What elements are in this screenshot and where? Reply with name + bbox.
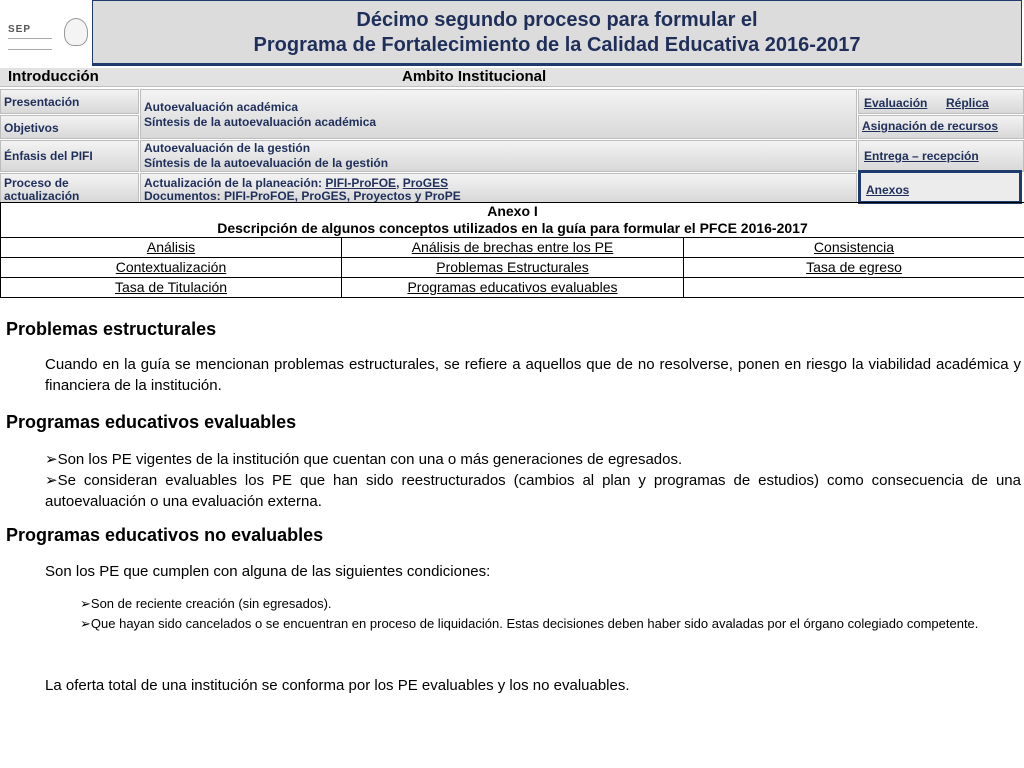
bullet-evaluables-2-text: Se consideran evaluables los PE que han sido reestructurados (cambios al plan y programas de estudios) como consecuencia de una autoevaluación o una evaluación externa. [45,472,1021,510]
page-title-line1: Décimo segundo proceso para formular el [356,9,758,31]
bullet-no-evaluables-1 [80,594,1021,614]
bullet-no-evaluables-2-text: Que hayan sido cancelados o se encuentran en proceso de liquidación. Estas decisiones deben haber sido avaladas por el órgano colegiado competente. [90,616,979,631]
header [0,0,1024,68]
nav-cell-autoeval-academica [140,89,857,139]
heading-problemas-estructurales: Problemas estructurales [6,319,217,339]
nav-presentacion[interactable]: Presentación [4,95,80,109]
nav-autoeval-academica[interactable]: Autoevaluación académica [144,100,299,114]
table-row [1,278,1024,298]
nav-enfasis[interactable]: Énfasis del PIFI [4,149,93,163]
logo-subtitle-lines [8,38,52,50]
anexo-header-row [1,203,1024,238]
nav-objetivos[interactable]: Objetivos [4,121,59,135]
anexo-link-tasa-egreso[interactable]: Tasa de egreso [684,258,1024,278]
nav-anexos[interactable]: Anexos [866,184,910,197]
nav-proceso[interactable]: Proceso de actualización [4,177,80,203]
anexo-subtitle: Descripción de algunos conceptos utilizados en la guía para formular el PFCE 2016-2017 [217,220,808,236]
nav-documentos[interactable]: Documentos: PIFI-ProFOE, ProGES, Proyectos y ProPE [144,189,461,203]
anexo-table [0,202,1024,298]
anexo-link-tasa-titulacion[interactable]: Tasa de Titulación [1,278,342,298]
anexo-link-contextualizacion[interactable]: Contextualización [1,258,342,278]
intro-tab[interactable]: Introducción [8,68,99,85]
bullet-evaluables-1-text: Son los PE vigentes de la institución que cuentan con una o más generaciones de egresados. [57,451,683,468]
table-row [1,258,1024,278]
page-title-box [92,0,1022,66]
table-row [1,238,1024,258]
nav-entrega[interactable]: Entrega – recepción [864,149,979,163]
list-no-evaluables [80,594,1021,634]
heading-programas-evaluables: Programas educativos evaluables [6,412,297,432]
paragraph-oferta-total: La oferta total de una institución se conforma por los PE evaluables y los no evaluables. [45,677,630,694]
anexo-link-brechas[interactable]: Análisis de brechas entre los PE [342,238,684,258]
paragraph-problemas-estructurales: Cuando en la guía se mencionan problemas estructurales, se refiere a aquellos que de no resolverse, ponen en riesgo la viabilidad académica y financiera de la institución. [45,356,1021,394]
anexo-link-programas-evaluables[interactable]: Programas educativos evaluables [342,278,684,298]
section-strip [0,68,1024,87]
anexo-title: Anexo I [487,203,538,219]
bullet-no-evaluables-2 [80,614,1021,634]
nav-sintesis-academica[interactable]: Síntesis de la autoevaluación académica [144,115,377,129]
ambito-institucional-label: Ambito Institucional [402,68,547,85]
bullet-no-evaluables-1-text: Son de reciente creación (sin egresados). [90,596,332,611]
nav-pifi-profoe-link[interactable]: PIFI-ProFOE [325,177,397,190]
nav-asignacion[interactable]: Asignación de recursos [862,119,999,133]
paragraph-condiciones: Son los PE que cumplen con alguna de las siguientes condiciones: [45,563,491,580]
anexo-link-problemas[interactable]: Problemas Estructurales [342,258,684,278]
nav-proges-link[interactable]: ProGES [402,177,449,190]
heading-programas-no-evaluables: Programas educativos no evaluables [6,525,324,545]
nav-autoeval-gestion[interactable]: Autoevaluación de la gestión [144,141,311,155]
nav-actualizacion-label: Actualización de la planeación: [144,177,326,190]
bullet-evaluables-1 [45,449,1021,470]
nav-sintesis-gestion[interactable]: Síntesis de la autoevaluación de la gestión [144,156,389,170]
sep-logo-text: SEP [8,24,32,35]
anexo-header-cell [1,203,1024,238]
nav-actualizacion-block [144,177,844,203]
mexico-seal-icon [64,18,88,46]
anexo-link-analisis[interactable]: Análisis [1,238,342,258]
anexo-link-consistencia[interactable]: Consistencia [684,238,1024,258]
anexo-empty-cell [684,278,1024,298]
list-evaluables [45,449,1021,512]
sep-logo [4,6,90,62]
nav-replica[interactable]: Réplica [946,96,989,110]
page-title-line2: Programa de Fortalecimiento de la Calidad Educativa 2016-2017 [253,34,861,56]
nav-evaluacion[interactable]: Evaluación [864,96,928,110]
nav-comma: , [396,177,403,190]
bullet-evaluables-2 [45,470,1021,512]
